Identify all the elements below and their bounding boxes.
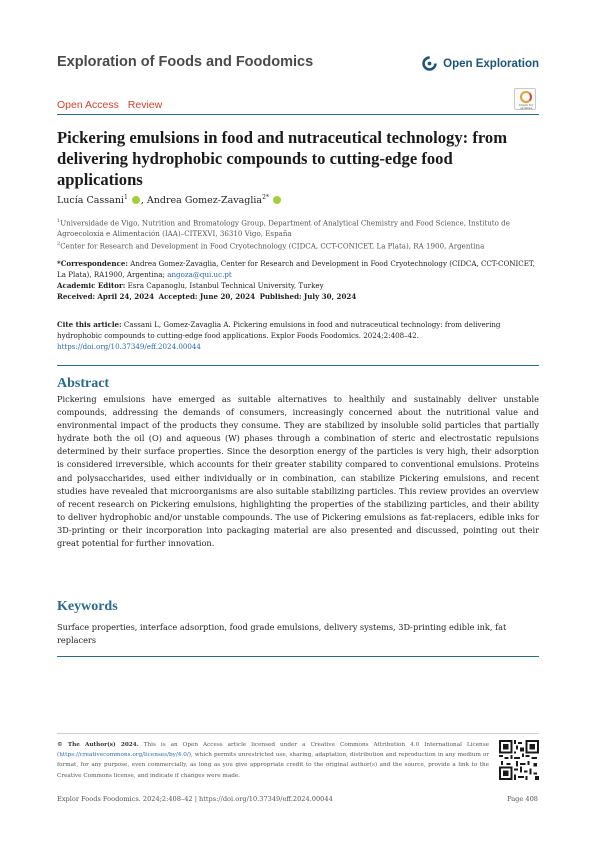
license-text-1: This is an Open Access article licensed under a Creative Commons Attribution 4.0 International License (	[57, 742, 490, 759]
orcid-icon[interactable]	[132, 196, 140, 204]
check-for-updates-badge[interactable]	[514, 88, 536, 110]
article-type	[57, 99, 162, 111]
accepted-label: Accepted:	[158, 292, 198, 301]
received-label: Received:	[57, 292, 96, 301]
cite-this-article	[57, 319, 539, 352]
publisher-name: Open Exploration	[443, 57, 539, 70]
license-copyright: © The Author(s) 2024.	[57, 742, 139, 748]
page-number: Page 408	[507, 795, 538, 803]
cite-text: Cassani L, Gomez-Zavaglia A. Pickering emulsions in food and nutraceutical technology: from delivering hydrophobic compounds to cutting-edge food applications. Explor Foods Foodomics. 2024;2:408–42.	[57, 320, 501, 340]
journal-name: Exploration of Foods and Foodomics	[57, 54, 314, 70]
author-list	[57, 194, 282, 206]
correspondence-label: *Correspondence:	[57, 259, 128, 268]
article-title: Pickering emulsions in food and nutraceutical technology: from delivering hydrophobic compounds to cutting-edge food applications	[57, 128, 508, 189]
correspondence-text: Andrea Gomez-Zavaglia, Center for Research and Development in Food Cryotechnology (CIDCA, CCT-CONICET, La Plata), RA1900, Argentina;	[57, 259, 535, 279]
license-text-2: ), which permits unrestricted use, sharing, adaptation, distribution and reproduction in any medium or format, for any purpose, even commercially, as long as you give appropriate credit to the original author(s) and the source, provide a link to the Creative Commons license, and indicate if changes were made.	[57, 752, 489, 779]
correspondence	[57, 258, 539, 280]
qr-code-icon[interactable]	[499, 740, 539, 780]
keywords-heading: Keywords	[57, 599, 118, 614]
cite-label: Cite this article:	[57, 320, 122, 329]
article-dates	[57, 291, 539, 302]
author-affil-sup: 2*	[262, 194, 269, 201]
affiliation-1	[57, 216, 539, 239]
orcid-icon[interactable]	[273, 196, 281, 204]
author-separator: ,	[140, 195, 144, 207]
keywords-divider	[57, 656, 539, 657]
published-label: Published:	[259, 292, 302, 301]
affiliation-text: Center for Research and Development in Food Cryotechnology (CIDCA, CCT-CONICET, La Plata), RA 1900, Argentina	[60, 241, 485, 251]
metadata-divider	[57, 365, 539, 366]
abstract-heading: Abstract	[57, 376, 110, 391]
published-date: July 30, 2024	[303, 292, 357, 301]
accepted-date: June 20, 2024	[199, 292, 256, 301]
check-updates-label: Check for updates	[518, 103, 534, 110]
keywords-text: Surface properties, interface adsorption, food grade emulsions, delivery systems, 3D-printing edible ink, fat replacers	[57, 622, 507, 646]
author-name[interactable]: Andrea Gomez-Zavaglia	[146, 195, 263, 207]
cite-doi-link[interactable]: https://doi.org/10.37349/eff.2024.00044	[57, 342, 201, 351]
affiliation-sup: 1	[57, 218, 61, 224]
affiliation-2	[57, 239, 539, 251]
open-access-label: Open Access	[57, 99, 119, 111]
correspondence-block	[57, 258, 539, 302]
header-divider	[57, 114, 539, 115]
license-text	[57, 740, 489, 781]
affiliation-sup: 2	[57, 241, 61, 247]
correspondence-email-link[interactable]: angoza@qui.uc.pt	[167, 270, 232, 279]
affiliation-text: Universidade de Vigo, Nutrition and Bromatology Group, Department of Analytical Chemistry and Food Science, Instituto de Agroecoloxía e Alimentación (IAA)–CITEXVI, 36310 Vigo, España	[57, 218, 510, 239]
received-date: April 24, 2024	[97, 292, 155, 301]
review-label: Review	[127, 99, 163, 111]
editor-text: Esra Capanoglu, Istanbul Technical University, Turkey	[127, 281, 324, 290]
editor-label: Academic Editor:	[57, 281, 126, 290]
publisher-brand[interactable]	[421, 55, 539, 72]
footer-citation: Explor Foods Foodomics. 2024;2:408–42 | https://doi.org/10.37349/eff.2024.00044	[57, 795, 333, 803]
open-exploration-logo-icon	[421, 55, 438, 72]
journal-header	[57, 54, 539, 76]
license-url-link[interactable]: https://creativecommons.org/licenses/by/4.0/	[59, 752, 189, 759]
author-affil-sup: 1	[123, 194, 128, 201]
check-updates-icon	[520, 91, 532, 103]
license-divider	[57, 733, 539, 734]
academic-editor	[57, 280, 539, 291]
abstract-text: Pickering emulsions have emerged as suitable alternatives to healthily and sustainably deliver unstable compounds, addressing the demands of consumers, increasingly concerned about the nutritional value and environmental impact of the products they consume. They are stabilized by insoluble solid particles that partially hydrate both the oil (O) and aqueous (W) phases through a combination of steric and electrostatic repulsions determined by their surface properties. Since the desorption energy of the particles is very high, their adsorption is considered irreversible, which accounts for their greater stability compared to conventional emulsions. Proteins and polysaccharides, used either individually or in combination, can stabilize Pickering emulsions, and recent studies have revealed that microorganisms are also suitable stabilizing particles. This review provides an overview of recent research on Pickering emulsions, highlighting the properties of the stabilizing particles, and their ability to deliver hydrophobic and/or unstable compounds. The use of Pickering emulsions as fat-replacers, edible inks for 3D-printing or their incorporation into packaging material are also presented and discussed, pointing out their great potential for further innovation.	[57, 394, 539, 549]
author-name[interactable]: Lucía Cassani	[57, 195, 124, 207]
